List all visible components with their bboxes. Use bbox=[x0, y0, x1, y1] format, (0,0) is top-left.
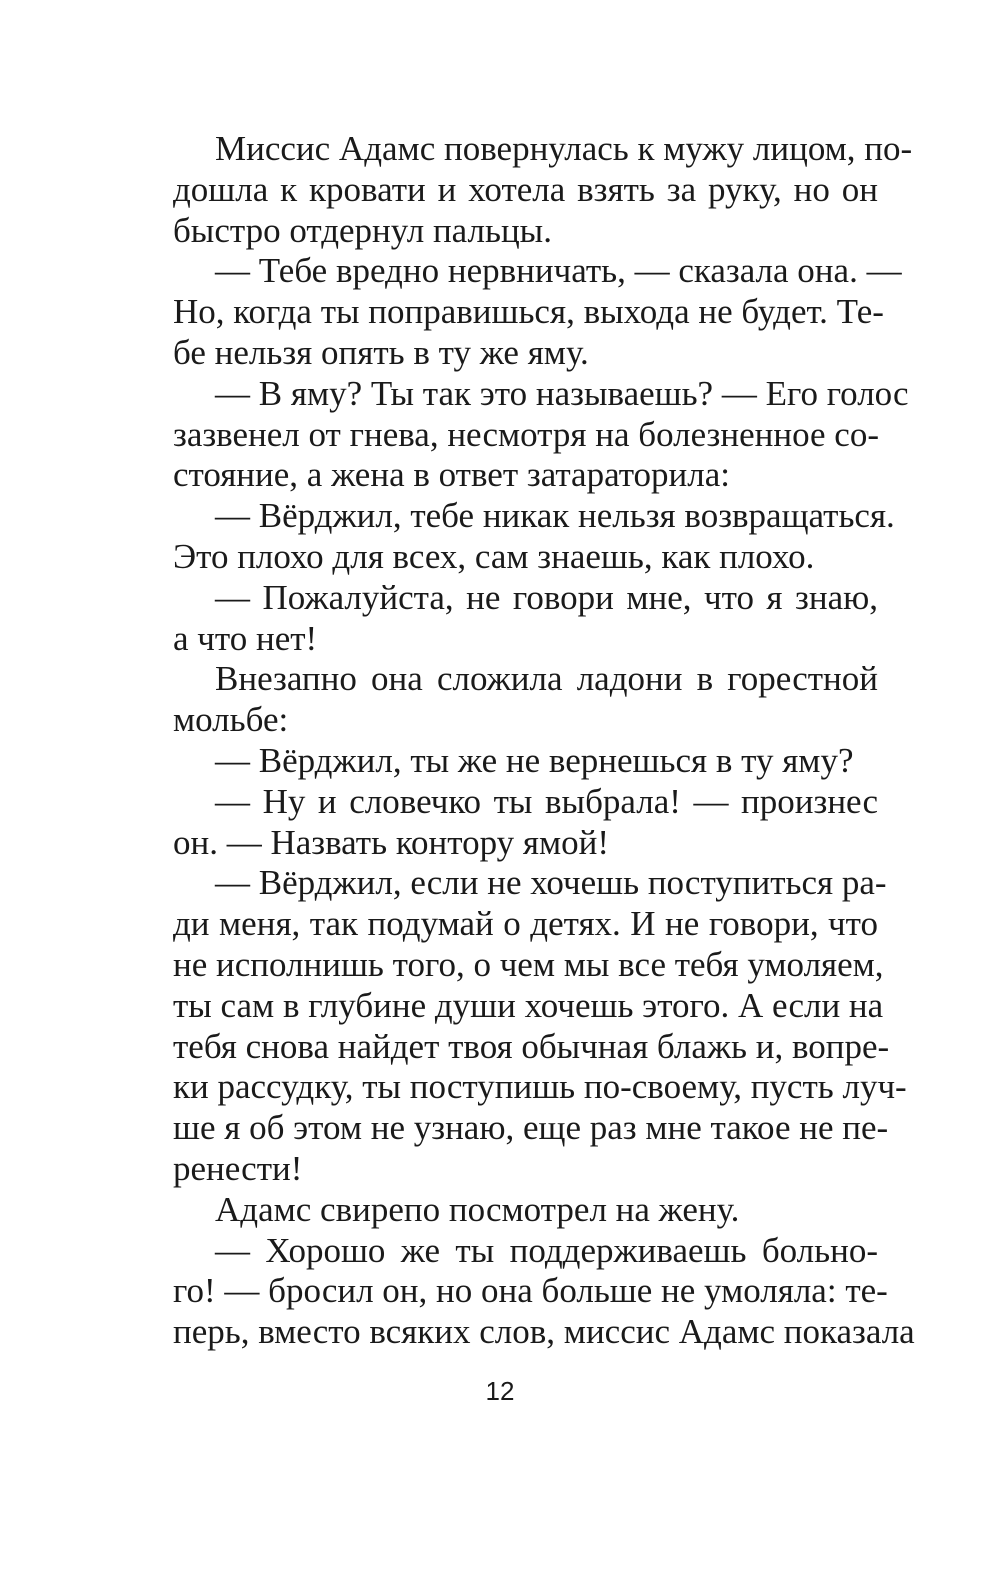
text-line: — В яму? Ты так это называешь? — Его голос bbox=[215, 373, 909, 413]
text-line: перь, вместо всяких слов, миссис Адамс показала bbox=[173, 1312, 915, 1352]
text-line: го! — бросил он, но она больше не умоляла: те- bbox=[173, 1271, 888, 1311]
text-line: ты сам в глубине души хочешь этого. А если на bbox=[173, 985, 884, 1025]
text-line: — Вёрджил, тебе никак нельзя возвращаться. bbox=[215, 496, 895, 536]
text-line: — Ну и словечко ты выбрала! — произнес bbox=[215, 781, 878, 821]
text-line: зазвенел от гнева, несмотря на болезненное со- bbox=[173, 414, 879, 454]
text-line: дошла к кровати и хотела взять за руку, но он bbox=[173, 169, 878, 209]
body-text bbox=[173, 129, 915, 1353]
text-line: — Вёрджил, если не хочешь поступиться ра- bbox=[215, 863, 887, 903]
text-line: а что нет! bbox=[173, 618, 318, 658]
text-line: ди меня, так подумай о детях. И не говори, что bbox=[173, 904, 878, 944]
text-line: Миссис Адамс повернулась к мужу лицом, по- bbox=[215, 129, 913, 168]
text-line: стояние, а жена в ответ затараторила: bbox=[173, 455, 730, 495]
text-line: — Хорошо же ты поддерживаешь больно- bbox=[215, 1230, 878, 1270]
page-number: 12 bbox=[485, 1376, 515, 1406]
text-line: тебя снова найдет твоя обычная блажь и, вопре- bbox=[173, 1026, 890, 1066]
text-line: — Пожалуйста, не говори мне, что я знаю, bbox=[215, 577, 878, 617]
text-line: Это плохо для всех, сам знаешь, как плохо. bbox=[173, 536, 815, 576]
text-line: ренести! bbox=[173, 1148, 303, 1188]
text-line: ше я об этом не узнаю, еще раз мне такое не пе- bbox=[173, 1108, 889, 1148]
text-line: ки рассудку, ты поступишь по-своему, пусть луч- bbox=[173, 1067, 907, 1107]
text-line: Но, когда ты поправишься, выхода не будет. Те- bbox=[173, 292, 884, 332]
text-line: он. — Назвать контору ямой! bbox=[173, 822, 610, 862]
text-line: быстро отдернул пальцы. bbox=[173, 210, 552, 250]
text-line: — Вёрджил, ты же не вернешься в ту яму? bbox=[215, 740, 854, 780]
text-line: Адамс свирепо посмотрел на жену. bbox=[215, 1189, 740, 1229]
text-line: мольбе: bbox=[173, 700, 289, 740]
text-line: Внезапно она сложила ладони в горестной bbox=[215, 659, 878, 699]
text-line: не исполнишь того, о чем мы все тебя умоляем, bbox=[173, 944, 884, 984]
text-line: — Тебе вредно нервничать, — сказала она. — bbox=[215, 251, 902, 291]
text-line: бе нельзя опять в ту же яму. bbox=[173, 332, 589, 372]
